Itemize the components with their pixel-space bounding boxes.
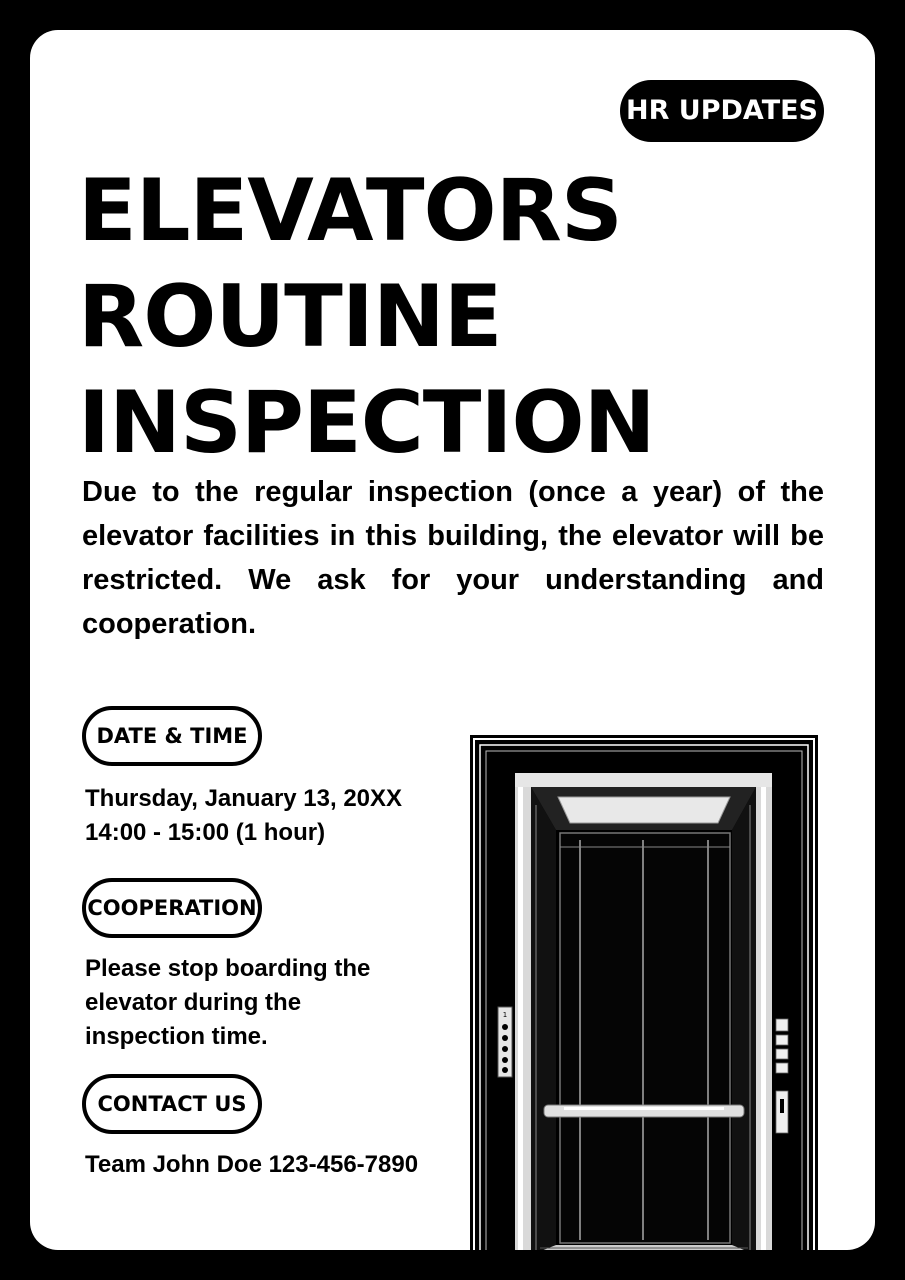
left-call-button: [502, 1035, 508, 1041]
cooperation-label: COOPERATION: [82, 878, 262, 938]
date-time-label: DATE & TIME: [82, 706, 262, 766]
left-call-button: [502, 1046, 508, 1052]
ceiling-light: [558, 797, 730, 823]
handrail: [544, 1105, 744, 1117]
cabin-back-wall: [560, 833, 730, 1243]
poster-title: [78, 158, 655, 476]
right-pillar-shine: [761, 775, 766, 1250]
left-call-button: [502, 1024, 508, 1030]
left-pillar-shine: [518, 775, 523, 1250]
right-panel-button: [776, 1049, 788, 1059]
poster-card: [30, 30, 875, 1250]
title-line-3: INSPECTION: [78, 373, 655, 473]
time-text: 14:00 - 15:00 (1 hour): [85, 819, 326, 846]
right-panel-button: [776, 1019, 788, 1031]
cabin-left-wall: [531, 787, 556, 1250]
cabin-right-wall: [732, 787, 756, 1250]
contact-text: Team John Doe 123-456-7890: [85, 1151, 419, 1178]
top-beam: [515, 773, 772, 787]
contact-us-label: CONTACT US: [82, 1074, 262, 1134]
title-line-2: ROUTINE: [78, 267, 502, 367]
cooperation-line-1: Please stop boarding the: [85, 955, 371, 982]
description-text: Due to the regular inspection (once a year) of the elevator facilities in this building, the elevator will be restricted. We ask for your understanding and cooperation.: [82, 476, 824, 640]
title-line-1: ELEVATORS: [78, 161, 622, 261]
date-text: Thursday, January 13, 20XX: [85, 785, 403, 812]
elevator-illustration: [470, 735, 820, 1250]
cooperation-info: [85, 952, 370, 1054]
right-panel-button: [776, 1035, 788, 1045]
cooperation-line-3: inspection time.: [85, 1023, 268, 1050]
left-call-button: [502, 1057, 508, 1063]
contact-info: [85, 1148, 418, 1182]
cooperation-line-2: elevator during the: [85, 989, 302, 1016]
left-call-button: [502, 1067, 508, 1073]
handrail-shine: [564, 1107, 724, 1110]
left-panel-floor-number: 1: [502, 1011, 508, 1019]
date-time-info: [85, 782, 402, 850]
key-slot: [780, 1099, 784, 1113]
hr-updates-badge: HR UPDATES: [620, 80, 824, 142]
right-panel-button: [776, 1063, 788, 1073]
